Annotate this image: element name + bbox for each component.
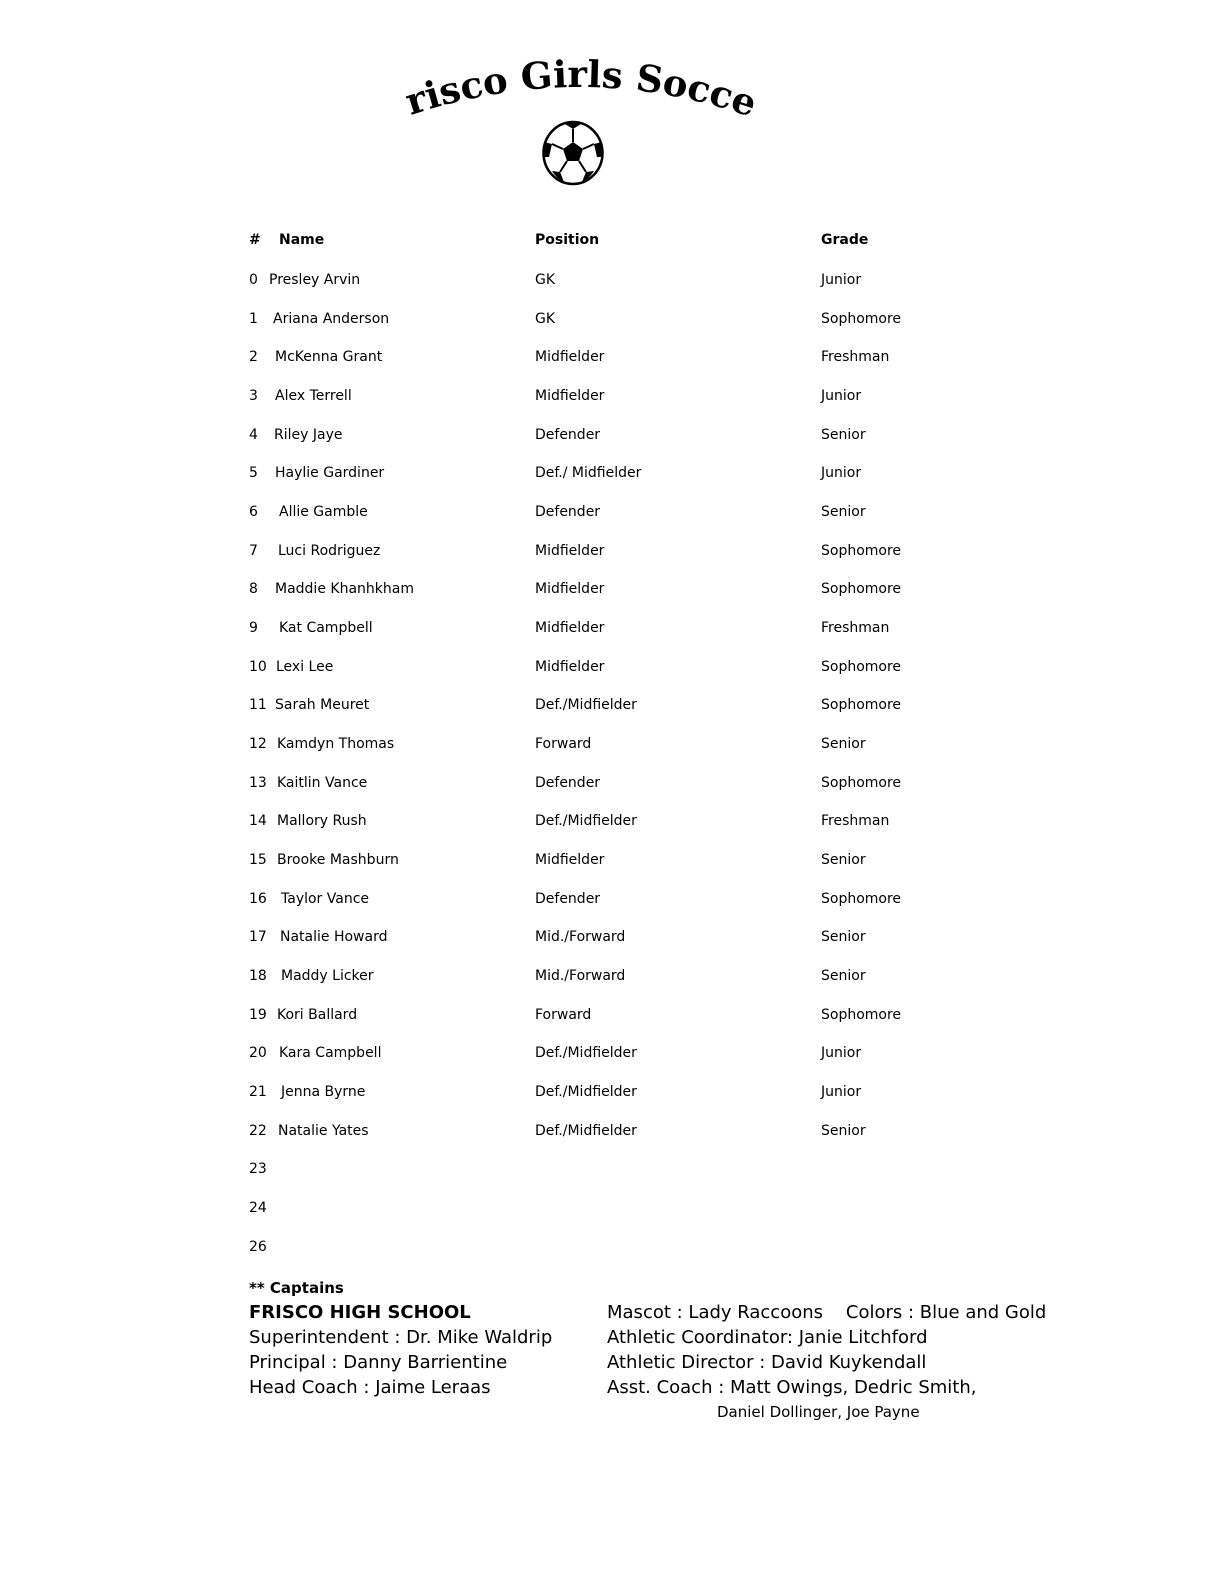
athletic-director: Athletic Director : David Kuykendall xyxy=(607,1352,927,1373)
superintendent: Superintendent : Dr. Mike Waldrip xyxy=(249,1327,553,1348)
table-row xyxy=(0,620,1224,640)
player-number: 1 xyxy=(249,311,258,327)
table-row xyxy=(0,929,1224,949)
table-row xyxy=(0,736,1224,756)
header-grade: Grade xyxy=(821,232,869,248)
player-name: Haylie Gardiner xyxy=(275,465,385,481)
table-row xyxy=(0,1123,1224,1143)
principal: Principal : Danny Barrientine xyxy=(249,1352,508,1373)
player-number: 10 xyxy=(249,659,267,675)
player-position: Defender xyxy=(535,891,601,907)
player-number: 9 xyxy=(249,620,258,636)
player-grade: Sophomore xyxy=(821,659,902,675)
player-number: 3 xyxy=(249,388,258,404)
school-name: FRISCO HIGH SCHOOL xyxy=(249,1302,471,1323)
player-name: Natalie Howard xyxy=(280,929,388,945)
player-position: Def./Midfielder xyxy=(535,813,637,829)
table-row xyxy=(0,775,1224,795)
player-position: Defender xyxy=(535,504,601,520)
table-row xyxy=(0,1007,1224,1027)
player-number: 16 xyxy=(249,891,267,907)
player-number: 26 xyxy=(249,1239,267,1255)
player-number: 20 xyxy=(249,1045,267,1061)
player-position: Def./Midfielder xyxy=(535,1123,637,1139)
table-row xyxy=(0,891,1224,911)
player-position: Mid./Forward xyxy=(535,929,626,945)
asst-coach-continued: Daniel Dollinger, Joe Payne xyxy=(717,1403,920,1421)
table-row xyxy=(0,465,1224,485)
player-number: 15 xyxy=(249,852,267,868)
player-number: 7 xyxy=(249,543,258,559)
player-grade: Senior xyxy=(821,1123,866,1139)
player-grade: Sophomore xyxy=(821,891,902,907)
player-name: Luci Rodriguez xyxy=(278,543,381,559)
player-grade: Junior xyxy=(821,1045,862,1061)
table-row xyxy=(0,581,1224,601)
player-grade: Sophomore xyxy=(821,775,902,791)
soccer-ball-icon xyxy=(541,120,605,186)
head-coach: Head Coach : Jaime Leraas xyxy=(249,1377,491,1398)
mascot-colors: Mascot : Lady Raccoons Colors : Blue and Gold xyxy=(607,1302,1047,1323)
player-position: Forward xyxy=(535,1007,592,1023)
player-name: Natalie Yates xyxy=(278,1123,369,1139)
player-number: 14 xyxy=(249,813,267,829)
table-row xyxy=(0,349,1224,369)
player-grade: Senior xyxy=(821,736,866,752)
player-position: Def./Midfielder xyxy=(535,697,637,713)
player-name: Allie Gamble xyxy=(279,504,368,520)
player-name: Sarah Meuret xyxy=(275,697,370,713)
player-grade: Senior xyxy=(821,427,866,443)
player-grade: Sophomore xyxy=(821,697,902,713)
player-name: Kamdyn Thomas xyxy=(277,736,395,752)
player-name: Mallory Rush xyxy=(277,813,367,829)
player-position: Def./Midfielder xyxy=(535,1045,637,1061)
player-position: Defender xyxy=(535,427,601,443)
player-position: Midfielder xyxy=(535,388,605,404)
player-name: Lexi Lee xyxy=(276,659,334,675)
player-position: Mid./Forward xyxy=(535,968,626,984)
table-row xyxy=(0,1200,1224,1220)
player-number: 8 xyxy=(249,581,258,597)
header-name: Name xyxy=(279,232,325,248)
player-grade: Freshman xyxy=(821,349,890,365)
player-number: 5 xyxy=(249,465,258,481)
table-row xyxy=(0,968,1224,988)
header-position: Position xyxy=(535,232,600,248)
player-name: Kaitlin Vance xyxy=(277,775,368,791)
table-row xyxy=(0,388,1224,408)
player-position: Def./Midfielder xyxy=(535,1084,637,1100)
asst-coach: Asst. Coach : Matt Owings, Dedric Smith, xyxy=(607,1377,977,1398)
player-grade: Sophomore xyxy=(821,311,902,327)
player-grade: Senior xyxy=(821,929,866,945)
player-number: 0 xyxy=(249,272,258,288)
captains-note: ** Captains xyxy=(249,1279,344,1297)
player-name: Jenna Byrne xyxy=(281,1084,366,1100)
player-position: Midfielder xyxy=(535,581,605,597)
table-row xyxy=(0,659,1224,679)
athletic-coordinator: Athletic Coordinator: Janie Litchford xyxy=(607,1327,928,1348)
table-row xyxy=(0,311,1224,331)
player-number: 18 xyxy=(249,968,267,984)
table-row xyxy=(0,852,1224,872)
player-name: Ariana Anderson xyxy=(273,311,390,327)
player-name: Taylor Vance xyxy=(281,891,370,907)
player-name: Kara Campbell xyxy=(279,1045,382,1061)
player-position: Midfielder xyxy=(535,852,605,868)
table-row xyxy=(0,813,1224,833)
player-name: Kat Campbell xyxy=(279,620,373,636)
table-row xyxy=(0,1161,1224,1181)
player-number: 21 xyxy=(249,1084,267,1100)
player-name: Presley Arvin xyxy=(269,272,361,288)
table-row xyxy=(0,1239,1224,1259)
player-name: Maddy Licker xyxy=(281,968,374,984)
player-grade: Senior xyxy=(821,504,866,520)
player-number: 17 xyxy=(249,929,267,945)
player-grade: Junior xyxy=(821,1084,862,1100)
player-grade: Freshman xyxy=(821,620,890,636)
player-position: Midfielder xyxy=(535,543,605,559)
player-grade: Freshman xyxy=(821,813,890,829)
player-position: GK xyxy=(535,311,556,327)
player-position: GK xyxy=(535,272,556,288)
table-row xyxy=(0,543,1224,563)
table-row xyxy=(0,697,1224,717)
player-number: 19 xyxy=(249,1007,267,1023)
player-number: 11 xyxy=(249,697,267,713)
player-name: Alex Terrell xyxy=(275,388,352,404)
player-grade: Junior xyxy=(821,388,862,404)
player-grade: Sophomore xyxy=(821,581,902,597)
player-name: Kori Ballard xyxy=(277,1007,358,1023)
player-number: 22 xyxy=(249,1123,267,1139)
player-number: 23 xyxy=(249,1161,267,1177)
player-number: 2 xyxy=(249,349,258,365)
player-grade: Senior xyxy=(821,852,866,868)
player-grade: Junior xyxy=(821,465,862,481)
player-grade: Sophomore xyxy=(821,1007,902,1023)
player-number: 13 xyxy=(249,775,267,791)
player-grade: Senior xyxy=(821,968,866,984)
table-row xyxy=(0,504,1224,524)
page-title-text: Frisco Girls Soccer xyxy=(377,15,763,126)
player-number: 4 xyxy=(249,427,258,443)
table-row xyxy=(0,427,1224,447)
player-number: 6 xyxy=(249,504,258,520)
player-grade: Sophomore xyxy=(821,543,902,559)
table-row xyxy=(0,272,1224,292)
player-position: Forward xyxy=(535,736,592,752)
player-name: McKenna Grant xyxy=(275,349,383,365)
header-number: # xyxy=(249,232,261,248)
player-number: 12 xyxy=(249,736,267,752)
player-name: Maddie Khanhkham xyxy=(275,581,414,597)
player-name: Brooke Mashburn xyxy=(277,852,399,868)
player-grade: Junior xyxy=(821,272,862,288)
player-position: Defender xyxy=(535,775,601,791)
player-position: Midfielder xyxy=(535,659,605,675)
player-position: Midfielder xyxy=(535,620,605,636)
player-number: 24 xyxy=(249,1200,267,1216)
player-name: Riley Jaye xyxy=(274,427,343,443)
player-position: Midfielder xyxy=(535,349,605,365)
table-row xyxy=(0,1045,1224,1065)
player-position: Def./ Midfielder xyxy=(535,465,642,481)
table-row xyxy=(0,1084,1224,1104)
